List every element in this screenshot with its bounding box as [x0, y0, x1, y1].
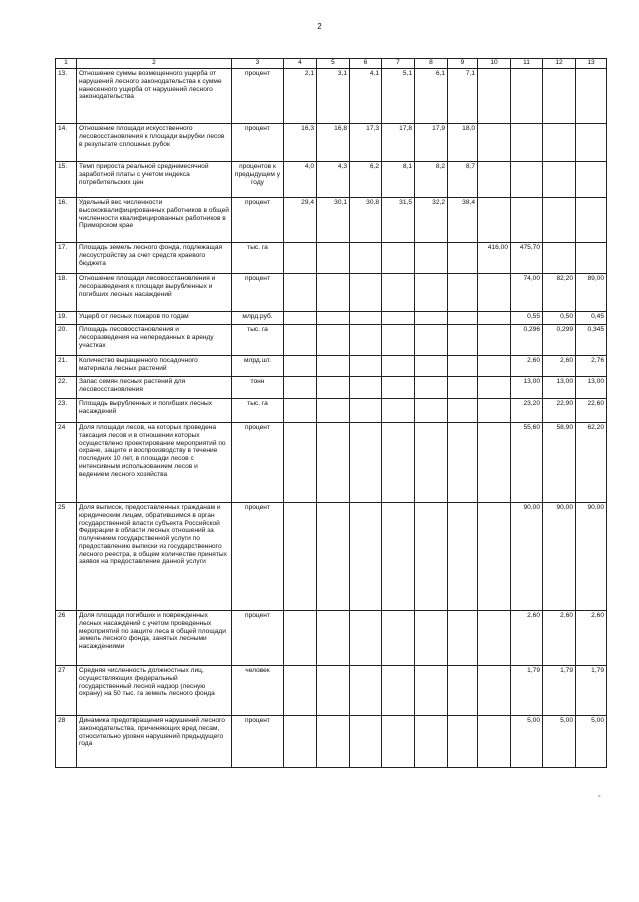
col-header: 12 [543, 59, 576, 69]
row-number: 13. [56, 69, 77, 124]
row-number: 16. [56, 198, 77, 243]
value-cell [576, 243, 607, 274]
row-number: 14. [56, 124, 77, 162]
value-cell [576, 162, 607, 198]
value-cell: 2,60 [543, 356, 576, 377]
value-cell [543, 243, 576, 274]
value-cell [511, 162, 543, 198]
value-cell [350, 666, 382, 716]
value-cell [317, 399, 350, 423]
unit-cell: млрд.руб. [232, 312, 284, 325]
indicator-name: Ущерб от лесных пожаров по годам [77, 312, 232, 325]
value-cell: 8,7 [448, 162, 478, 198]
row-number: 27 [56, 666, 77, 716]
value-cell [478, 69, 511, 124]
value-cell: 23,20 [511, 399, 543, 423]
value-cell [284, 325, 317, 356]
col-header: 3 [232, 59, 284, 69]
unit-cell: процентов к предыдущем у году [232, 162, 284, 198]
indicator-name: Доля площади погибших и поврежденных лесных насаждений с учетом проведенных мероприятий по защите леса в общей площади земель лесного фонда, занятых лесными насаждениями [77, 611, 232, 666]
table-row [56, 356, 607, 377]
value-cell [478, 162, 511, 198]
value-cell: 58,90 [543, 423, 576, 503]
value-cell: 90,00 [511, 503, 543, 611]
value-cell: 30,1 [317, 198, 350, 243]
value-cell [448, 356, 478, 377]
value-cell [284, 503, 317, 611]
value-cell [448, 243, 478, 274]
indicator-name: Темп прироста реальной среднемесячной заработной платы с учетом индекса потребительских цен [77, 162, 232, 198]
row-number: 25 [56, 503, 77, 611]
unit-cell: процент [232, 274, 284, 312]
value-cell [317, 423, 350, 503]
value-cell: 1,79 [576, 666, 607, 716]
value-cell: 82,20 [543, 274, 576, 312]
col-header: 1 [56, 59, 77, 69]
value-cell [350, 243, 382, 274]
header-row [56, 59, 607, 69]
value-cell [317, 356, 350, 377]
value-cell [415, 611, 448, 666]
value-cell [448, 423, 478, 503]
value-cell [478, 377, 511, 399]
value-cell [284, 312, 317, 325]
value-cell: 2,60 [543, 611, 576, 666]
col-header: 5 [317, 59, 350, 69]
value-cell [478, 274, 511, 312]
value-cell [382, 325, 415, 356]
page-number: 2 [317, 22, 322, 31]
col-header: 9 [448, 59, 478, 69]
unit-cell: процент [232, 69, 284, 124]
col-header: 13 [576, 59, 607, 69]
value-cell [284, 243, 317, 274]
table-row [56, 377, 607, 399]
value-cell [415, 377, 448, 399]
value-cell: 5,1 [382, 69, 415, 124]
value-cell: 74,00 [511, 274, 543, 312]
value-cell: 0,50 [543, 312, 576, 325]
value-cell: 5,00 [511, 716, 543, 768]
unit-cell: процент [232, 716, 284, 768]
value-cell [448, 325, 478, 356]
value-cell [478, 325, 511, 356]
value-cell [382, 399, 415, 423]
value-cell [350, 325, 382, 356]
value-cell [511, 198, 543, 243]
value-cell [284, 423, 317, 503]
indicator-name: Доля выписок, предоставленных гражданам и юридическим лицам, обратившимся в орган государственной власти субъекта Российской Федерации в области лесных отношений за получением государственной услуги по предоставлению выписки из государственного лесного реестра, в общем количестве принятых заявок на предоставление данной услуги [77, 503, 232, 611]
table-row [56, 243, 607, 274]
col-header: 11 [511, 59, 543, 69]
value-cell: 62,20 [576, 423, 607, 503]
value-cell [543, 69, 576, 124]
value-cell [543, 162, 576, 198]
col-header: 4 [284, 59, 317, 69]
unit-cell: процент [232, 124, 284, 162]
value-cell [415, 243, 448, 274]
value-cell [317, 666, 350, 716]
value-cell [478, 423, 511, 503]
table-row [56, 611, 607, 666]
indicator-name: Площадь земель лесного фонда, подлежащая лесоустройству за счет средств краевого бюджета [77, 243, 232, 274]
table-row [56, 124, 607, 162]
value-cell: 0,299 [543, 325, 576, 356]
value-cell: 4,0 [284, 162, 317, 198]
value-cell [415, 503, 448, 611]
value-cell: 7,1 [448, 69, 478, 124]
value-cell [448, 377, 478, 399]
value-cell [317, 325, 350, 356]
indicator-name: Количество выращенного посадочного материала лесных растений [77, 356, 232, 377]
value-cell [478, 198, 511, 243]
row-number: 19. [56, 312, 77, 325]
value-cell [511, 124, 543, 162]
value-cell [382, 377, 415, 399]
value-cell [415, 325, 448, 356]
value-cell: 475,70 [511, 243, 543, 274]
value-cell: 16,3 [284, 124, 317, 162]
indicator-name: Удельный вес численности высококвалифицированных работников в общей численности квалифицированных работников в Приморском крае [77, 198, 232, 243]
value-cell: 90,00 [543, 503, 576, 611]
value-cell [317, 274, 350, 312]
value-cell [317, 503, 350, 611]
table-row [56, 423, 607, 503]
indicator-name: Динамика предотвращения нарушений лесного законодательства, причиняющих вред лесам, относительно уровня нарушений предыдущего года [77, 716, 232, 768]
indicators-table [55, 58, 607, 768]
value-cell [284, 666, 317, 716]
unit-cell: тыс. га [232, 325, 284, 356]
value-cell: 32,2 [415, 198, 448, 243]
value-cell [350, 399, 382, 423]
value-cell: 29,4 [284, 198, 317, 243]
value-cell: 5,00 [576, 716, 607, 768]
value-cell: 30,8 [350, 198, 382, 243]
col-header: 2 [77, 59, 232, 69]
value-cell [478, 356, 511, 377]
value-cell [350, 716, 382, 768]
value-cell [382, 356, 415, 377]
value-cell: 38,4 [448, 198, 478, 243]
value-cell: 2,60 [576, 611, 607, 666]
value-cell: 17,8 [382, 124, 415, 162]
value-cell [478, 611, 511, 666]
unit-cell: процент [232, 611, 284, 666]
value-cell [382, 716, 415, 768]
value-cell: 8,1 [382, 162, 415, 198]
unit-cell: процент [232, 198, 284, 243]
scan-mark: ъ [598, 793, 601, 798]
value-cell [478, 312, 511, 325]
value-cell [284, 356, 317, 377]
unit-cell: процент [232, 423, 284, 503]
value-cell [317, 611, 350, 666]
value-cell: 0,55 [511, 312, 543, 325]
unit-cell: тыс. га [232, 399, 284, 423]
value-cell [415, 423, 448, 503]
row-number: 21. [56, 356, 77, 377]
table-row [56, 666, 607, 716]
value-cell: 31,5 [382, 198, 415, 243]
value-cell [415, 274, 448, 312]
row-number: 26 [56, 611, 77, 666]
row-number: 17. [56, 243, 77, 274]
col-header: 10 [478, 59, 511, 69]
table-row [56, 312, 607, 325]
indicator-name: Площадь вырубленных и погибших лесных насаждений [77, 399, 232, 423]
value-cell [350, 377, 382, 399]
value-cell [317, 312, 350, 325]
col-header: 6 [350, 59, 382, 69]
value-cell [448, 611, 478, 666]
row-number: 28 [56, 716, 77, 768]
value-cell [576, 198, 607, 243]
value-cell [382, 274, 415, 312]
value-cell [415, 312, 448, 325]
value-cell: 16,8 [317, 124, 350, 162]
value-cell: 90,00 [576, 503, 607, 611]
row-number: 24 [56, 423, 77, 503]
value-cell [350, 611, 382, 666]
value-cell [317, 377, 350, 399]
row-number: 22. [56, 377, 77, 399]
value-cell [415, 716, 448, 768]
value-cell [284, 377, 317, 399]
value-cell: 2,60 [511, 356, 543, 377]
table-row [56, 399, 607, 423]
row-number: 23. [56, 399, 77, 423]
indicator-name: Площадь лесовосстановления и лесоразведения на непереданных в аренду участках [77, 325, 232, 356]
value-cell [317, 243, 350, 274]
value-cell: 89,00 [576, 274, 607, 312]
value-cell [350, 356, 382, 377]
value-cell [478, 666, 511, 716]
value-cell: 17,3 [350, 124, 382, 162]
value-cell [350, 503, 382, 611]
value-cell [448, 666, 478, 716]
unit-cell: процент [232, 503, 284, 611]
indicator-name: Запас семян лесных растений для лесовосстановления [77, 377, 232, 399]
value-cell [284, 274, 317, 312]
value-cell [576, 69, 607, 124]
value-cell: 17,9 [415, 124, 448, 162]
value-cell: 2,1 [284, 69, 317, 124]
indicator-name: Отношение площади лесовосстановления и лесоразведения к площади вырубленных и погибших лесных насаждений [77, 274, 232, 312]
value-cell: 1,79 [511, 666, 543, 716]
value-cell [382, 611, 415, 666]
row-number: 18. [56, 274, 77, 312]
value-cell: 13,00 [576, 377, 607, 399]
value-cell: 13,00 [543, 377, 576, 399]
value-cell [448, 399, 478, 423]
value-cell: 4,1 [350, 69, 382, 124]
value-cell [543, 198, 576, 243]
table-row [56, 503, 607, 611]
value-cell [576, 124, 607, 162]
table-row [56, 274, 607, 312]
value-cell: 8,2 [415, 162, 448, 198]
value-cell [415, 356, 448, 377]
value-cell [478, 399, 511, 423]
value-cell: 0,345 [576, 325, 607, 356]
indicator-name: Доля площади лесов, на которых проведена таксация лесов и в отношении которых осуществлено проектирование мероприятий по охране, защите и воспроизводству в течение последних 10 лет, в площади лесов с интенсивным использованием лесов и ведением лесного хозяйства [77, 423, 232, 503]
table-row [56, 716, 607, 768]
value-cell [415, 399, 448, 423]
value-cell: 0,45 [576, 312, 607, 325]
value-cell [415, 666, 448, 716]
row-number: 15. [56, 162, 77, 198]
value-cell [511, 69, 543, 124]
table-row [56, 325, 607, 356]
value-cell [382, 666, 415, 716]
value-cell [284, 716, 317, 768]
value-cell [543, 124, 576, 162]
value-cell: 22,60 [576, 399, 607, 423]
value-cell: 0,296 [511, 325, 543, 356]
value-cell: 55,60 [511, 423, 543, 503]
value-cell: 4,3 [317, 162, 350, 198]
value-cell [382, 312, 415, 325]
value-cell [382, 503, 415, 611]
row-number: 20. [56, 325, 77, 356]
value-cell [382, 423, 415, 503]
value-cell: 2,76 [576, 356, 607, 377]
value-cell [448, 312, 478, 325]
table-row [56, 69, 607, 124]
col-header: 7 [382, 59, 415, 69]
value-cell [382, 243, 415, 274]
value-cell: 3,1 [317, 69, 350, 124]
unit-cell: млрд.шт. [232, 356, 284, 377]
value-cell [350, 423, 382, 503]
value-cell [448, 716, 478, 768]
value-cell [350, 312, 382, 325]
table-row [56, 162, 607, 198]
unit-cell: тонн [232, 377, 284, 399]
value-cell: 22,90 [543, 399, 576, 423]
unit-cell: человек [232, 666, 284, 716]
value-cell [350, 274, 382, 312]
value-cell: 6,2 [350, 162, 382, 198]
value-cell: 6,1 [415, 69, 448, 124]
table-row [56, 198, 607, 243]
value-cell [448, 274, 478, 312]
value-cell: 1,79 [543, 666, 576, 716]
value-cell: 416,00 [478, 243, 511, 274]
value-cell [478, 124, 511, 162]
indicator-name: Отношение площади искусственного лесовосстановления к площади вырубки лесов в результате сплошных рубок [77, 124, 232, 162]
value-cell: 13,00 [511, 377, 543, 399]
value-cell [448, 503, 478, 611]
value-cell: 18,0 [448, 124, 478, 162]
value-cell [478, 716, 511, 768]
value-cell [317, 716, 350, 768]
col-header: 8 [415, 59, 448, 69]
indicator-name: Средняя численность должностных лиц, осуществляющих федеральный государственный лесной надзор (лесную охрану) на 50 тыс. га земель лесного фонда [77, 666, 232, 716]
value-cell [284, 399, 317, 423]
value-cell [478, 503, 511, 611]
value-cell [284, 611, 317, 666]
unit-cell: тыс. га [232, 243, 284, 274]
value-cell: 5,00 [543, 716, 576, 768]
value-cell: 2,60 [511, 611, 543, 666]
indicator-name: Отношение суммы возмещенного ущерба от нарушений лесного законодательства к сумме нанесенного ущерба от нарушений лесного законодательства [77, 69, 232, 124]
